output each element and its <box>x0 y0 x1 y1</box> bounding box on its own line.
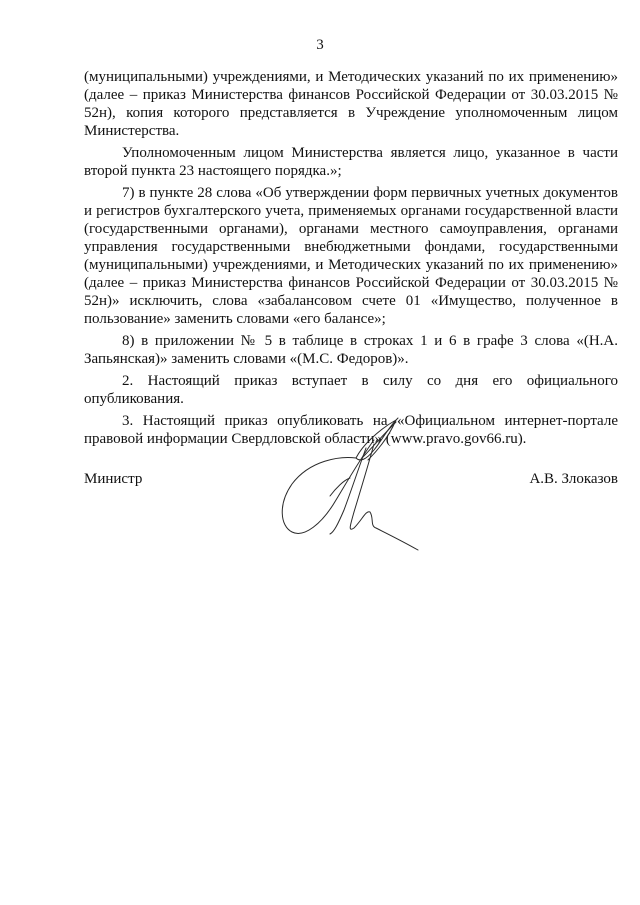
handwritten-signature <box>270 400 430 560</box>
paragraph-item-7: 7) в пункте 28 слова «Об утверждении форм первичных учетных документов и регистров бухгалтерского учета, применяемых органами государственной власти (государственными органами), органами местного самоуправления, органами управления государственными внебюджетными фондами, государственными (муниципальными) учреждениями, и Методических указаний по их применению» (далее – приказ Министерства финансов Российской Федерации от 30.03.2015 № 52н)» исключить, слова «забалансовом счете 01 «Имущество, полученное в пользование» заменить словами «его балансе»; <box>84 185 618 327</box>
signatory-name: А.В. Злоказов <box>529 471 618 487</box>
paragraph-effective-date: 2. Настоящий приказ вступает в силу со дня его официального опубликования. <box>84 373 618 407</box>
page-number: 3 <box>316 37 324 53</box>
document-body <box>84 68 618 452</box>
paragraph-publication: 3. Настоящий приказ опубликовать на «Официальном интернет-портале правовой информации Свердловской области» (www.pravo.gov66.ru). <box>84 413 618 447</box>
paragraph-item-8: 8) в приложении № 5 в таблице в строках 1 и 6 в графе 3 слова «(Н.А. Запьянская)» заменить словами «(М.С. Федоров)». <box>84 333 618 367</box>
paragraph-authorized-person: Уполномоченным лицом Министерства является лицо, указанное в части второй пункта 23 настоящего порядка.»; <box>84 145 618 179</box>
signatory-title: Министр <box>84 471 143 487</box>
paragraph-continuation: (муниципальными) учреждениями, и Методических указаний по их применению» (далее – приказ Министерства финансов Российской Федерации от 30.03.2015 № 52н), копия которого представляется в Учреждение уполномоченным лицом Министерства. <box>84 69 618 139</box>
